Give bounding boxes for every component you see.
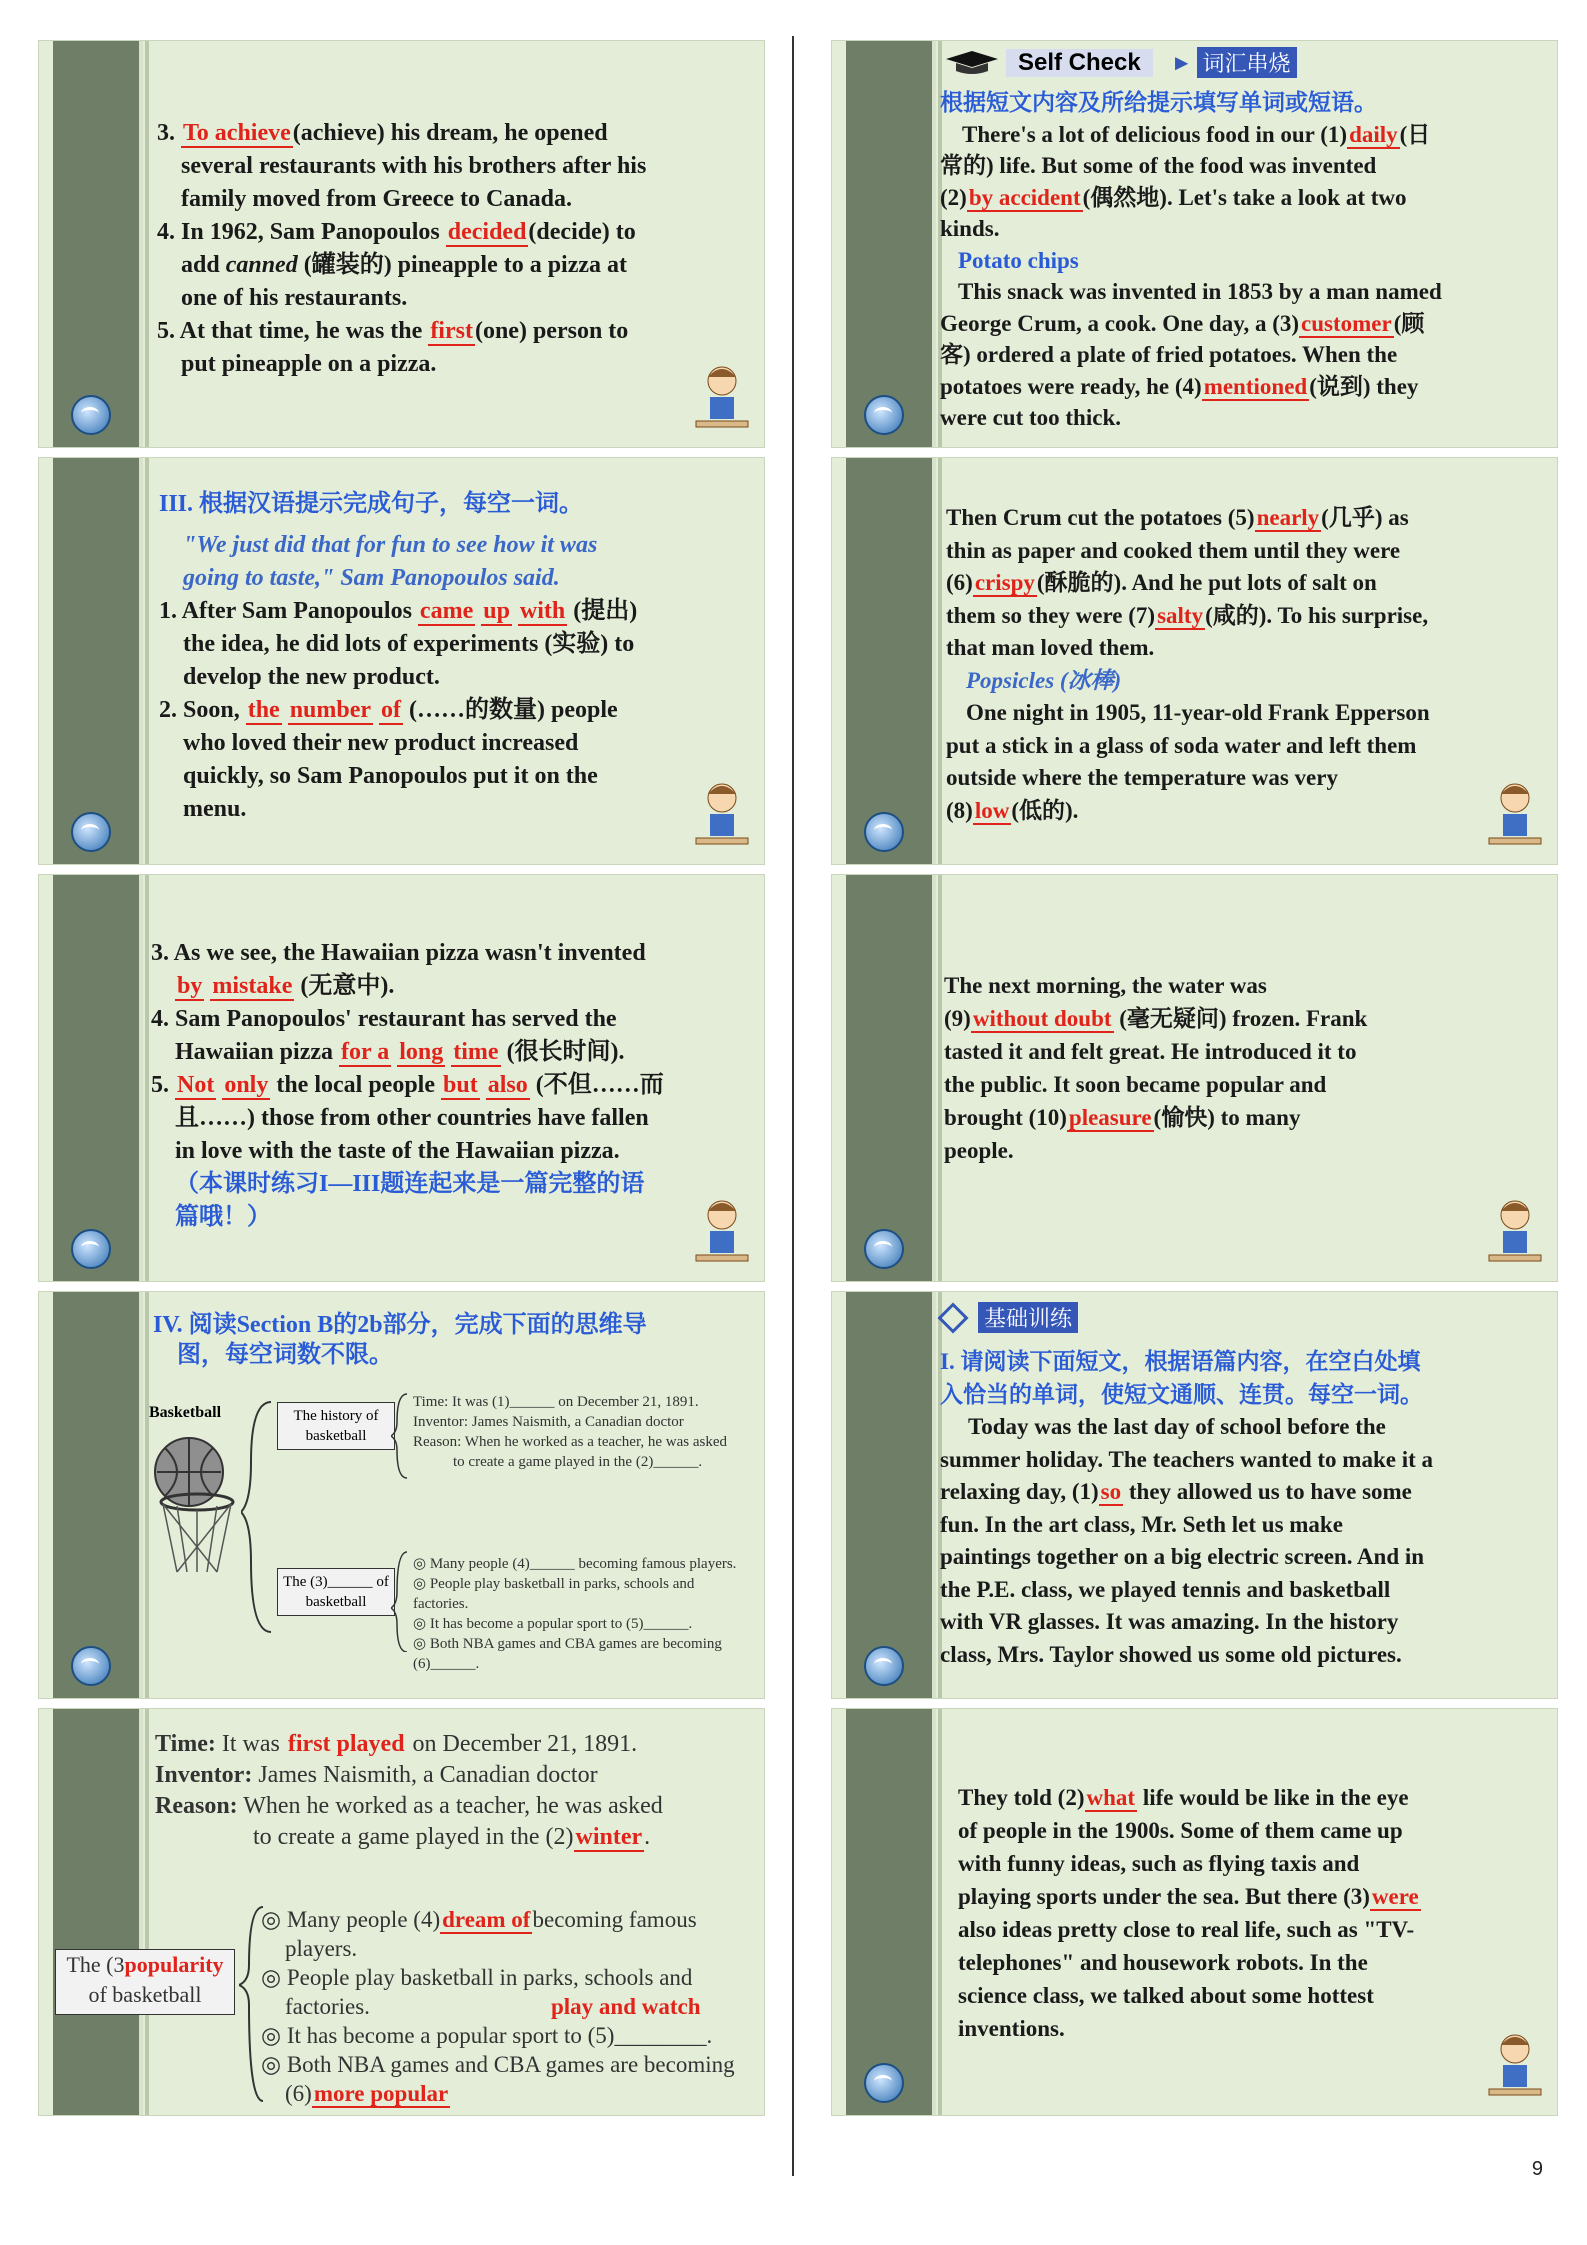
answer-blank[interactable]: daily — [1349, 121, 1398, 147]
slide-side-strip — [53, 41, 143, 447]
answer-blank[interactable]: decided — [447, 219, 527, 245]
slide-right-3 — [831, 874, 1558, 1282]
slide-content: 根据短文内容及所给提示填写单词或短语。 There's a lot of delicious food in our (1)daily(日 常的) life. But some of the food was invented (2)by accident(偶然地). Let's take a look at two kinds. Potato chips This snack was invented in 1853 by a man named George Crum, a cook. One day, a (3)customer(顾 客) ordered a plate of fried potatoes. When the potatoes were ready, he (4)mentioned(说到) they were cut too thick. — [940, 87, 1543, 447]
slide-side-strip — [846, 1709, 936, 2115]
globe-logo-icon — [71, 395, 111, 435]
slide-right-1 — [831, 40, 1558, 448]
section-title: 根据短文内容及所给提示填写单词或短语。 — [940, 90, 1377, 115]
answer-blank[interactable]: so — [1100, 1479, 1122, 1504]
answer-blank[interactable]: number — [289, 697, 372, 723]
graduation-cap-icon — [942, 49, 1002, 77]
slide-left-5 — [38, 1708, 765, 2116]
slide-right-4 — [831, 1291, 1558, 1699]
slide-content: 3. As we see, the Hawaiian pizza wasn't invented by mistake (无意中). 4. Sam Panopoulos' restaurant has served the Hawaiian pizza for a long time (很长时间). 5. Not only the local people but also (不但……而 且……) those from other countries have fallen in love with the taste of the Hawaiian pizza. （本课时练习I—III题连起来是一篇完整的语 篇哦！） — [151, 937, 744, 1281]
globe-logo-icon — [864, 1646, 904, 1686]
slide-side-strip — [846, 41, 936, 447]
section-title: 入恰当的单词，使短文通顺、连贯。每空一词。 — [940, 1381, 1423, 1407]
answer-blank[interactable]: mentioned — [1203, 373, 1308, 399]
answer-blank[interactable]: the — [247, 697, 280, 723]
mind-map-text: ◎ Many people (4)______ becoming famous players. ◎ People play basketball in parks, schools and factories. ◎ It has become a popular sport to (5)______. ◎ Both NBA games and CBA games are becoming (6)______. — [413, 1556, 737, 1672]
answer-blank[interactable]: for a — [341, 1039, 390, 1065]
note-text: 篇哦！） — [175, 1204, 271, 1230]
slide-content: III. 根据汉语提示完成句子，每空一词。 "We just did that for fun to see how it was going to taste," Sam Panopoulos said. 1. After Sam Panopoulos came up with (提出) the idea, he did lots of experiments (实验) to develop the new product. 2. Soon, the number of (……的数量) people who loved their new product increased quickly, so Sam Panopoulos put it on the menu. — [159, 488, 744, 864]
section-title: 图，每空词数不限。 — [177, 1342, 393, 1368]
answer-blank[interactable]: only — [224, 1072, 269, 1098]
globe-logo-icon — [864, 1229, 904, 1269]
slide-side-strip — [846, 875, 936, 1281]
slide-content: Time: It was first played on December 21, 1891. Inventor: James Naismith, a Canadian doctor Reason: When he worked as a teacher, he was asked to create a game played in the (2)winter. — [155, 1731, 663, 1850]
answer-blank[interactable]: Not — [177, 1072, 215, 1098]
answer-blank[interactable]: long — [399, 1039, 444, 1065]
section-title: I. 请阅读下面短文，根据语篇内容，在空白处填 — [940, 1349, 1421, 1374]
globe-logo-icon — [71, 812, 111, 852]
slide-side-strip — [846, 458, 936, 864]
slide-side-strip — [53, 875, 143, 1281]
answer-blank[interactable]: were — [1371, 1884, 1419, 1909]
answer-blank[interactable]: but — [443, 1072, 478, 1098]
note-text: （本课时练习I—III题连起来是一篇完整的语 — [175, 1171, 645, 1197]
training-header — [942, 1302, 1078, 1333]
section-title: IV. 阅读Section B的2b部分，完成下面的思维导 — [153, 1312, 647, 1338]
section-title: III. 根据汉语提示完成句子，每空一词。 — [159, 491, 584, 517]
answer-blank[interactable]: pleasure — [1068, 1105, 1152, 1130]
answer-blank[interactable]: first — [430, 318, 473, 344]
answer-blank[interactable]: To achieve — [183, 120, 291, 146]
slide-left-4 — [38, 1291, 765, 1699]
mind-map-text: Time: It was (1)______ on December 21, 1891. Inventor: James Naismith, a Canadian doctor Reason: When he worked as a teacher, he was asked to create a game played in the (2)______. — [413, 1394, 727, 1470]
branch-box-history: The history of basketball — [277, 1402, 395, 1450]
self-check-header — [942, 47, 1297, 83]
answer-blank[interactable]: mistake — [212, 973, 293, 999]
answer-text[interactable]: first played — [287, 1731, 405, 1757]
page-number: 9 — [1531, 2158, 1543, 2180]
subheading: Popsicles (冰棒) — [966, 667, 1122, 693]
answer-blank[interactable]: of — [381, 697, 402, 723]
basketball-icon — [147, 1432, 237, 1582]
slide-content: 3. To achieve(achieve) his dream, he opened several restaurants with his brothers after his family moved from Greece to Canada. 4. In 1962, Sam Panopoulos decided(decide) to add canned (罐装的) pineapple to a pizza at one of his restaurants. 5. At that time, he was the first(one) person to put pineapple on a pizza. — [157, 120, 647, 377]
globe-logo-icon — [864, 812, 904, 852]
globe-logo-icon — [71, 1229, 111, 1269]
slide-right-5 — [831, 1708, 1558, 2116]
answer-text[interactable]: play and watch — [551, 1994, 701, 2019]
globe-logo-icon — [71, 1646, 111, 1686]
answer-blank[interactable]: with — [519, 598, 566, 624]
mind-map-brackets — [241, 1392, 281, 1652]
slide-side-strip — [846, 1292, 936, 1698]
slide-side-strip — [53, 1292, 143, 1698]
self-check-label: Self Check — [1006, 49, 1153, 77]
slide-content: ◎ Many people (4)dream ofbecoming famous players. ◎ People play basketball in parks, schools and factories. play and watch ◎ It has become a popular sport to (5)________. ◎ Both NBA games and CBA games are becoming (6)more popular — [261, 1907, 735, 2106]
answer-text[interactable]: popularity — [124, 1952, 224, 1977]
slide-side-strip — [53, 458, 143, 864]
answer-blank[interactable]: nearly — [1256, 505, 1320, 530]
answer-blank[interactable]: came — [419, 598, 474, 624]
answer-blank[interactable]: dream of — [442, 1907, 531, 1932]
slide-content: They told (2)what life would be like in the eye of people in the 1900s. Some of them came up with funny ideas, such as flying taxis and playing sports under the sea. But there (3)were also ideas pretty close to real life, such as "TV- telephones" and housework robots. In the science class, we talked about some hottest inventions. — [958, 1785, 1419, 2041]
answer-blank[interactable]: by accident — [968, 184, 1081, 210]
column-divider — [792, 36, 794, 2176]
answer-blank[interactable]: time — [453, 1039, 499, 1065]
slide-content: I. 请阅读下面短文，根据语篇内容，在空白处填 入恰当的单词，使短文通顺、连贯。每空一词。 Today was the last day of school before the summer holiday. The teachers wanted to make it a relaxing day, (1)so they allowed us to have some fun. In the art class, Mr. Seth let us make paintings together on a big electric screen. And in the P.E. class, we played tennis and basketball with VR glasses. It was amazing. In the history class, Mrs. Taylor showed us some old pictures. — [940, 1346, 1543, 1698]
branch-box-popularity: The (3)______ of basketball — [277, 1568, 395, 1616]
mind-map-brackets — [391, 1392, 411, 1652]
popularity-box: The (3popularity of basketball — [55, 1949, 235, 2015]
slide-left-2 — [38, 457, 765, 865]
play-arrow-icon: ► — [1170, 49, 1193, 75]
answer-blank[interactable]: by — [177, 973, 203, 999]
slide-left-3 — [38, 874, 765, 1282]
globe-logo-icon — [864, 395, 904, 435]
answer-blank[interactable]: without doubt — [972, 1006, 1112, 1031]
answer-blank[interactable]: up — [483, 598, 510, 624]
answer-blank[interactable]: what — [1086, 1785, 1136, 1810]
slide-content: Then Crum cut the potatoes (5)nearly(几乎) as thin as paper and cooked them until they were (6)crispy(酥脆的). And he put lots of salt on them so they were (7)salty(咸的). To his surprise, that man loved them. Popsicles (冰棒) One night in 1905, 11-year-old Frank Epperson put a stick in a glass of soda water and left them outside where the temperature was very (8)low(低的). — [946, 502, 1543, 864]
training-label: 基础训练 — [978, 1302, 1078, 1333]
diamond-icon — [937, 1302, 968, 1333]
answer-blank[interactable]: crispy — [974, 570, 1035, 595]
mind-map-root: Basketball — [149, 1404, 222, 1421]
slide-side-strip — [53, 1709, 143, 2115]
answer-blank[interactable]: more popular — [313, 2081, 449, 2106]
vocab-label: 词汇串烧 — [1197, 47, 1297, 78]
answer-blank[interactable]: low — [974, 797, 1010, 823]
answer-blank[interactable]: also — [487, 1072, 528, 1098]
answer-blank[interactable]: customer — [1301, 310, 1392, 336]
answer-blank[interactable]: salty — [1157, 602, 1204, 628]
slide-right-2 — [831, 457, 1558, 865]
subheading: Potato chips — [958, 247, 1079, 273]
answer-blank[interactable]: winter — [575, 1824, 643, 1850]
mind-map — [147, 1392, 757, 1692]
slide-content: The next morning, the water was (9)without doubt (毫无疑问) frozen. Frank tasted it and felt great. He introduced it to the public. It soon became popular and brought (10)pleasure(愉快) to many people. — [944, 973, 1368, 1163]
globe-logo-icon — [864, 2063, 904, 2103]
slide-left-1 — [38, 40, 765, 448]
